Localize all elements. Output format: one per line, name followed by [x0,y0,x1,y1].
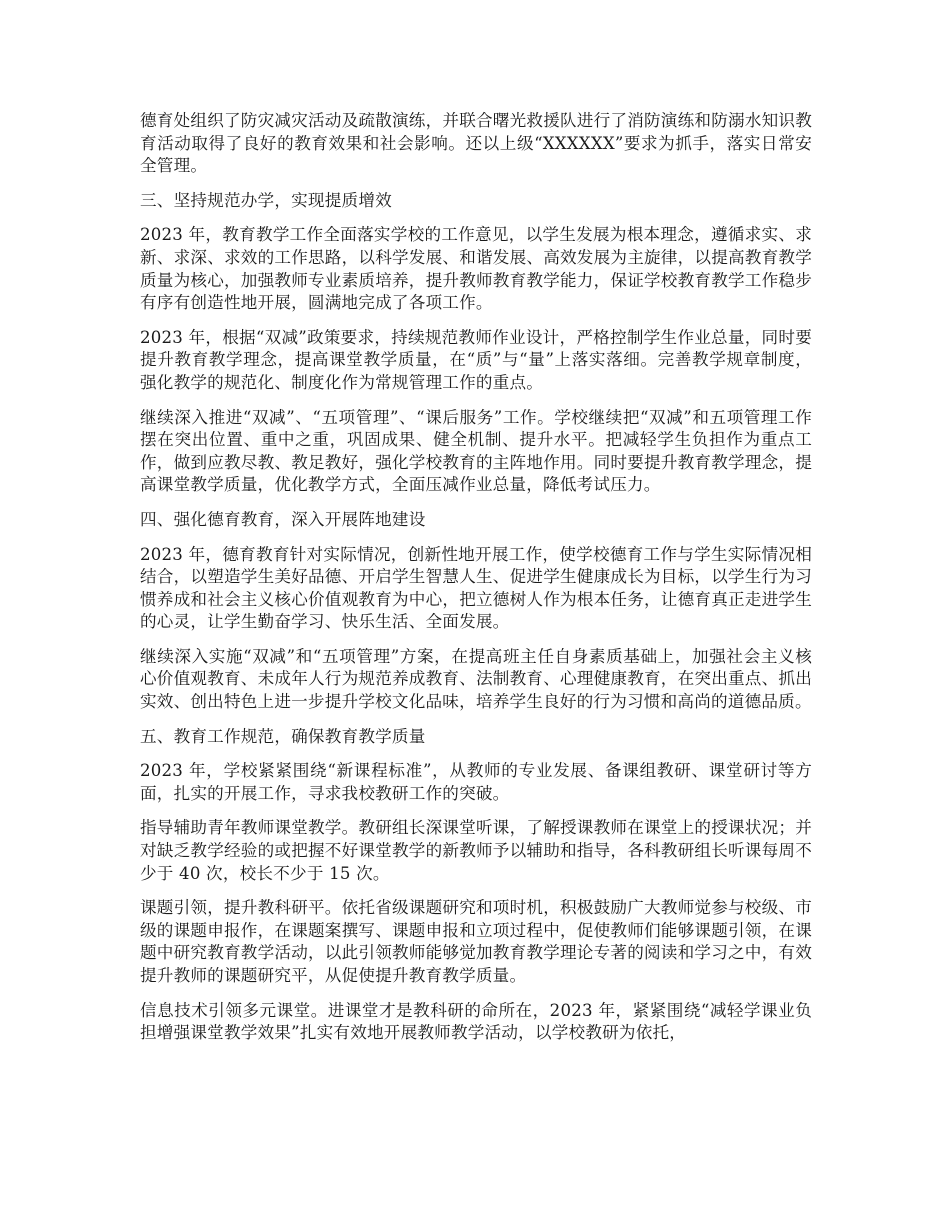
paragraph-moral-implementation: 继续深入实施“双减”和“五项管理”方案，在提高班主任自身素质基础上，加强社会主义核心价值观教育、未成年人行为规范养成教育、法制教育、心理健康教育，在突出重点、抓出实效、创出特色上进一步提升学校文化品味，培养学生良好的行为习惯和高尚的道德品质。 [140,646,812,712]
paragraph-curriculum-standard: 2023 年，学校紧紧围绕“新课程标准”，从教师的专业发展、备课组教研、课堂研讨等方面，扎实的开展工作，寻求我校教研工作的突破。 [140,761,812,803]
paragraph-teaching-overview: 2023 年，教育教学工作全面落实学校的工作意见，以学生发展为根本理念，遵循求实、求新、求深、求效的工作思路，以科学发展、和谐发展、高效发展为主旋律，以提高教育教学质量为核心，加强教师专业素质培养，提升教师教育教学能力，保证学校教育教学工作稳步有序有创造性地开展，圆满地完成了各项工作。 [140,225,812,313]
paragraph-moral-education: 2023 年，德育教育针对实际情况，创新性地开展工作，使学校德育工作与学生实际情况相结合，以塑造学生美好品德、开启学生智慧人生、促进学生健康成长为目标，以学生行为习惯养成和社会主义核心价值观教育为中心，把立德树人作为根本任务，让德育真正走进学生的心灵，让学生勤奋学习、快乐生活、全面发展。 [140,544,812,632]
document-page [140,110,812,1057]
paragraph-young-teacher-guidance: 指导辅助青年教师课堂教学。教研组长深课堂听课，了解授课教师在课堂上的授课状况；并对缺乏教学经验的或把握不好课堂教学的新教师予以辅助和指导，各科教研组长听课每周不少于 40 次，校长不少于 15 次。 [140,818,812,883]
paragraph-research-projects: 课题引领，提升教科研平。依托省级课题研究和项时机，积极鼓励广大教师觉参与校级、市级的课题申报作，在课题案撰写、课题申报和立项过程中，促使教师们能够课题引领，在课题中研究教育教学活动，以此引领教师能够觉加教育教学理论专著的阅读和学习之中，有效提升教师的课题研究平，从促使提升教育教学质量。 [140,898,812,985]
paragraph-it-classroom: 信息技术引领多元课堂。进课堂才是教科研的命所在，2023 年，紧紧围绕“减轻学课业负担增强课堂教学效果”扎实有效地开展教师教学活动，以学校教研为依托， [140,1000,812,1043]
section-heading-5: 五、教育工作规范，确保教育教学质量 [140,726,426,746]
section-heading-4: 四、强化德育教育，深入开展阵地建设 [140,509,426,529]
paragraph-five-management: 继续深入推进“双减”、“五项管理”、“课后服务”工作。学校继续把“双减”和五项管理工作摆在突出位置、重中之重，巩固成果、健全机制、提升水平。把减轻学生负担作为重点工作，做到应教尽教、教足教好，强化学校教育的主阵地作用。同时要提升教育教学理念，提高课堂教学质量，优化教学方式，全面压减作业总量，降低考试压力。 [140,407,812,495]
section-heading-3: 三、坚持规范办学，实现提质增效 [140,190,392,210]
paragraph-double-reduction-policy: 2023 年，根据“双减”政策要求，持续规范教师作业设计，严格控制学生作业总量，同时要提升教育教学理念，提高课堂教学质量，在“质”与“量”上落实落细。完善教学规章制度，强化教学的规范化、制度化作为常规管理工作的重点。 [140,327,812,392]
paragraph-safety-drills: 德育处组织了防灾减灾活动及疏散演练，并联合曙光救援队进行了消防演练和防溺水知识教育活动取得了良好的教育效果和社会影响。还以上级“XXXXXX”要求为抓手，落实日常安全管理。 [140,111,812,176]
